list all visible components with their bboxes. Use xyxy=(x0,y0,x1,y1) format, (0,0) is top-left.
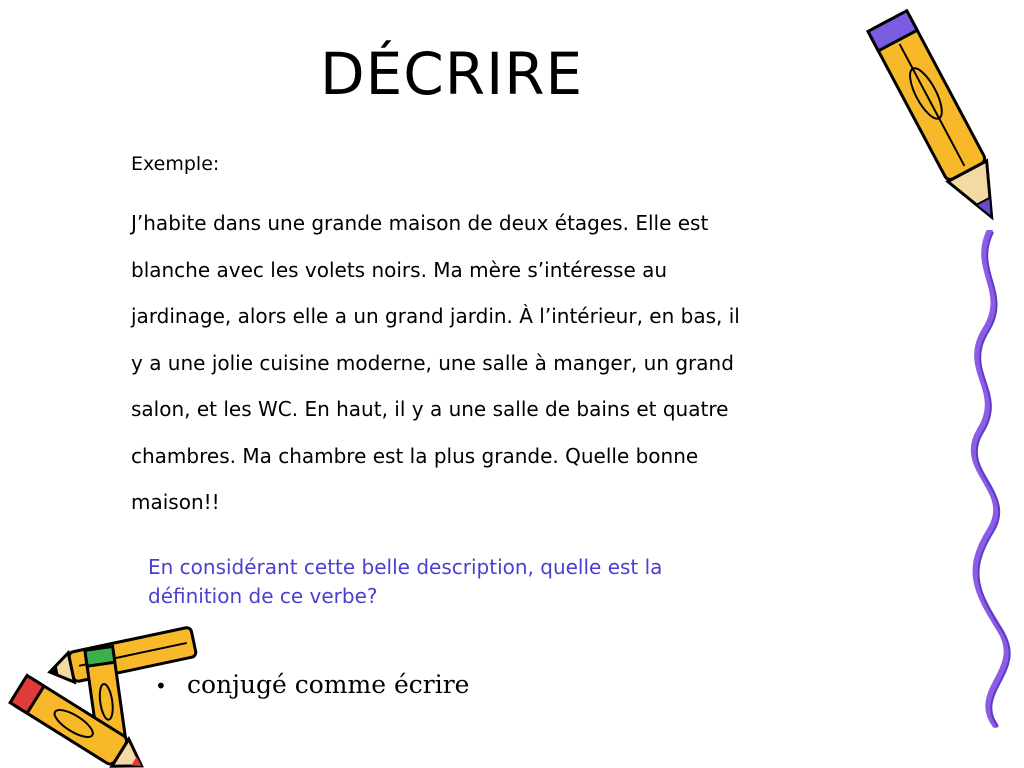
paragraph-line: blanche avec les volets noirs. Ma mère s’intéresse au xyxy=(131,257,668,282)
paragraph-line: maison!! xyxy=(131,490,220,514)
pencil-icon xyxy=(47,627,197,687)
squiggle-line xyxy=(960,230,1024,730)
paragraph-line: jardinage, alors elle a un grand jardin. À l’intérieur, en bas, il xyxy=(131,304,740,328)
bullet-text: conjugé comme écrire xyxy=(187,670,470,699)
pencil-group xyxy=(0,620,210,768)
question-line: définition de ce verbe? xyxy=(148,584,378,608)
question-text xyxy=(148,553,828,611)
paragraph-line: salon, et les WC. En haut, il y a une salle de bains et quatre xyxy=(131,397,729,421)
paragraph-line: J’habite dans une grande maison de deux étages. Elle est xyxy=(131,211,709,235)
paragraph-line: chambres. Ma chambre est la plus grande. Quelle bonne xyxy=(131,443,699,468)
pencil-icon xyxy=(10,675,150,768)
bullet-symbol: • xyxy=(155,674,167,698)
pencil-icon xyxy=(860,0,1020,245)
example-paragraph xyxy=(131,200,876,526)
example-label: Exemple: xyxy=(131,153,220,175)
paragraph-line: y a une jolie cuisine moderne, une salle à manger, un grand xyxy=(131,350,734,375)
slide-title: DÉCRIRE xyxy=(320,40,584,108)
question-line: En considérant cette belle description, quelle est la xyxy=(148,555,663,579)
